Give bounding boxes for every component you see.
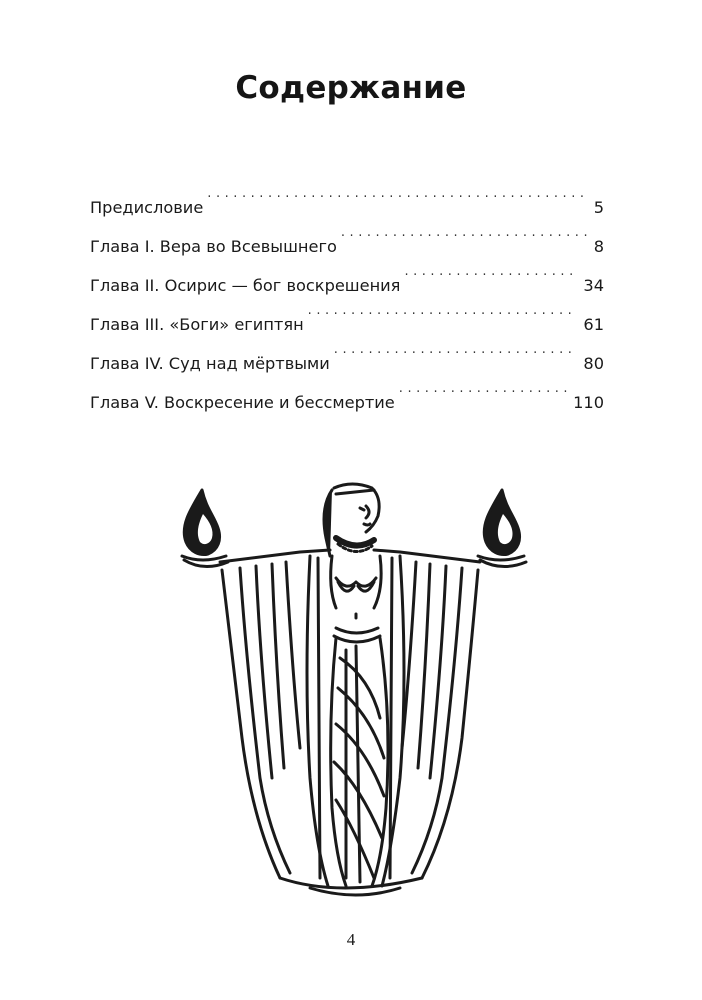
page-title: Содержание bbox=[235, 70, 467, 106]
toc-entry-page: 80 bbox=[583, 354, 604, 373]
toc-entry-title: Глава V. Воскресение и бессмертие bbox=[90, 393, 395, 412]
toc-entry-page: 34 bbox=[583, 276, 604, 295]
page-number: 4 bbox=[346, 930, 356, 949]
toc-entry-page: 8 bbox=[593, 237, 604, 256]
dot-leader bbox=[308, 291, 578, 330]
priestess-illustration bbox=[160, 478, 540, 903]
dot-leader bbox=[207, 174, 587, 213]
toc-entry-title: Глава IV. Суд над мёртвыми bbox=[90, 354, 330, 373]
toc-entry-title: Глава II. Осирис — бог воскрешения bbox=[90, 276, 401, 295]
toc-entry-page: 110 bbox=[573, 393, 604, 412]
toc-entry-title: Глава I. Вера во Всевышнего bbox=[90, 237, 337, 256]
toc-entry-title: Предисловие bbox=[90, 198, 204, 217]
dot-leader bbox=[334, 330, 578, 369]
toc-entry-page: 5 bbox=[593, 198, 604, 217]
table-of-contents bbox=[90, 174, 604, 412]
toc-entry-page: 61 bbox=[583, 315, 604, 334]
dot-leader bbox=[404, 252, 577, 291]
left-flame-icon bbox=[182, 490, 228, 567]
toc-entry-title: Глава III. «Боги» египтян bbox=[90, 315, 304, 334]
dot-leader bbox=[399, 369, 567, 408]
dot-leader bbox=[341, 213, 588, 252]
right-flame-icon bbox=[478, 490, 526, 567]
toc-entry-preface[interactable] bbox=[90, 174, 604, 217]
